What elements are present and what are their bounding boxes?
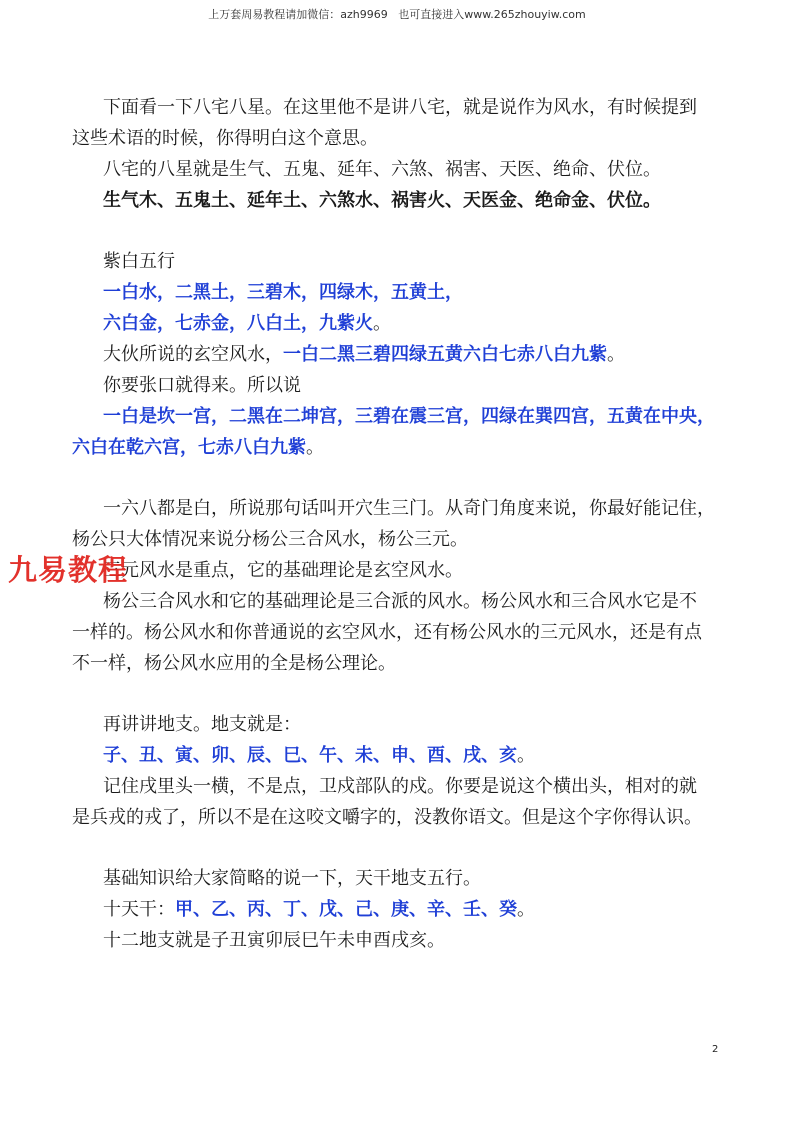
paragraph-gap bbox=[72, 833, 722, 863]
paragraph-line bbox=[72, 648, 722, 679]
paragraph-line-bold bbox=[72, 185, 722, 216]
highlight-line bbox=[72, 894, 722, 925]
text-run-highlight: 一白二黑三碧四绿五黄六白七赤八白九紫 bbox=[283, 344, 607, 365]
paragraph-gap bbox=[72, 463, 722, 493]
text-run: 一六八都是白，所说那句话叫开穴生三门。从奇门角度来说，你最好能记住， bbox=[103, 498, 715, 519]
paragraph-gap bbox=[72, 679, 722, 709]
text-run: 。 bbox=[517, 745, 535, 766]
paragraph-line bbox=[72, 493, 722, 524]
text-run: 。 bbox=[373, 313, 391, 334]
text-run: 杨公只大体情况来说分杨公三合风水，杨公三元。 bbox=[72, 529, 468, 550]
paragraph-line bbox=[72, 617, 722, 648]
highlight-line bbox=[72, 277, 722, 308]
text-run: 八宅的八星就是生气、五鬼、延年、六煞、祸害、天医、绝命、伏位。 bbox=[103, 159, 661, 180]
highlight-line bbox=[72, 308, 722, 339]
text-run-highlight: 子、丑、寅、卯、辰、巳、午、未、申、酉、戌、亥 bbox=[103, 745, 517, 766]
document-body bbox=[72, 92, 722, 956]
paragraph-line bbox=[72, 863, 722, 894]
paragraph-gap bbox=[72, 216, 722, 246]
text-run: 不一样，杨公风水应用的全是杨公理论。 bbox=[72, 653, 396, 674]
text-run: 记住戌里头一横，不是点，卫戍部队的戍。你要是说这个横出头，相对的就 bbox=[103, 776, 697, 797]
watermark-logo: 九易教程 bbox=[8, 553, 129, 587]
text-run: 是兵戎的戎了，所以不是在这咬文嚼字的，没教你语文。但是这个字你得认识。 bbox=[72, 807, 702, 828]
text-run: 十二地支就是子丑寅卯辰巳午未申酉戌亥。 bbox=[103, 930, 445, 951]
paragraph-line bbox=[72, 771, 722, 802]
paragraph-line bbox=[72, 925, 722, 956]
text-run: 一白是坎一宫，二黑在二坤宫，三碧在震三宫，四绿在巽四宫，五黄在中央， bbox=[103, 406, 715, 427]
text-run: 一白水，二黑土，三碧木，四绿木，五黄土， bbox=[103, 282, 463, 303]
page-header: 上万套周易教程请加微信：azh9969 也可直接进入www.265zhouyiw.com bbox=[208, 8, 586, 21]
text-run: 紫白五行 bbox=[103, 251, 175, 272]
text-run-highlight: 甲、乙、丙、丁、戊、己、庚、辛、壬、癸 bbox=[175, 899, 517, 920]
section-heading bbox=[72, 246, 722, 277]
paragraph-line bbox=[72, 92, 722, 123]
paragraph-line bbox=[72, 709, 722, 740]
highlight-line bbox=[72, 432, 722, 463]
paragraph-line bbox=[72, 802, 722, 833]
text-run: 下面看一下八宅八星。在这里他不是讲八宅，就是说作为风水，有时候提到 bbox=[103, 97, 697, 118]
text-run: 你要张口就得来。所以说 bbox=[103, 375, 301, 396]
paragraph-line bbox=[72, 586, 722, 617]
text-run: 一样的。杨公风水和你普通说的玄空风水，还有杨公风水的三元风水，还是有点 bbox=[72, 622, 702, 643]
text-run: 生气木、五鬼土、延年土、六煞水、祸害火、天医金、绝命金、伏位。 bbox=[103, 190, 661, 211]
paragraph-line bbox=[72, 370, 722, 401]
paragraph-line bbox=[72, 339, 722, 370]
text-run: 再讲讲地支。地支就是： bbox=[103, 714, 301, 735]
text-run: 。 bbox=[306, 437, 324, 458]
paragraph-line bbox=[72, 555, 722, 586]
text-run-highlight: 六白在乾六宫，七赤八白九紫 bbox=[72, 437, 306, 458]
highlight-line bbox=[72, 740, 722, 771]
text-run: 三元风水是重点，它的基础理论是玄空风水。 bbox=[103, 560, 463, 581]
text-run: 。 bbox=[607, 344, 625, 365]
page-number: 2 bbox=[712, 1044, 719, 1055]
paragraph-line bbox=[72, 524, 722, 555]
text-run: 。 bbox=[517, 899, 535, 920]
text-run: 杨公三合风水和它的基础理论是三合派的风水。杨公风水和三合风水它是不 bbox=[103, 591, 697, 612]
text-run: 大伙所说的玄空风水， bbox=[103, 344, 283, 365]
text-run-highlight: 六白金，七赤金，八白土，九紫火 bbox=[103, 313, 373, 334]
text-run: 这些术语的时候，你得明白这个意思。 bbox=[72, 128, 378, 149]
highlight-line bbox=[72, 401, 722, 432]
text-run: 十天干： bbox=[103, 899, 175, 920]
paragraph-line bbox=[72, 123, 722, 154]
text-run: 基础知识给大家简略的说一下，天干地支五行。 bbox=[103, 868, 481, 889]
paragraph-line bbox=[72, 154, 722, 185]
